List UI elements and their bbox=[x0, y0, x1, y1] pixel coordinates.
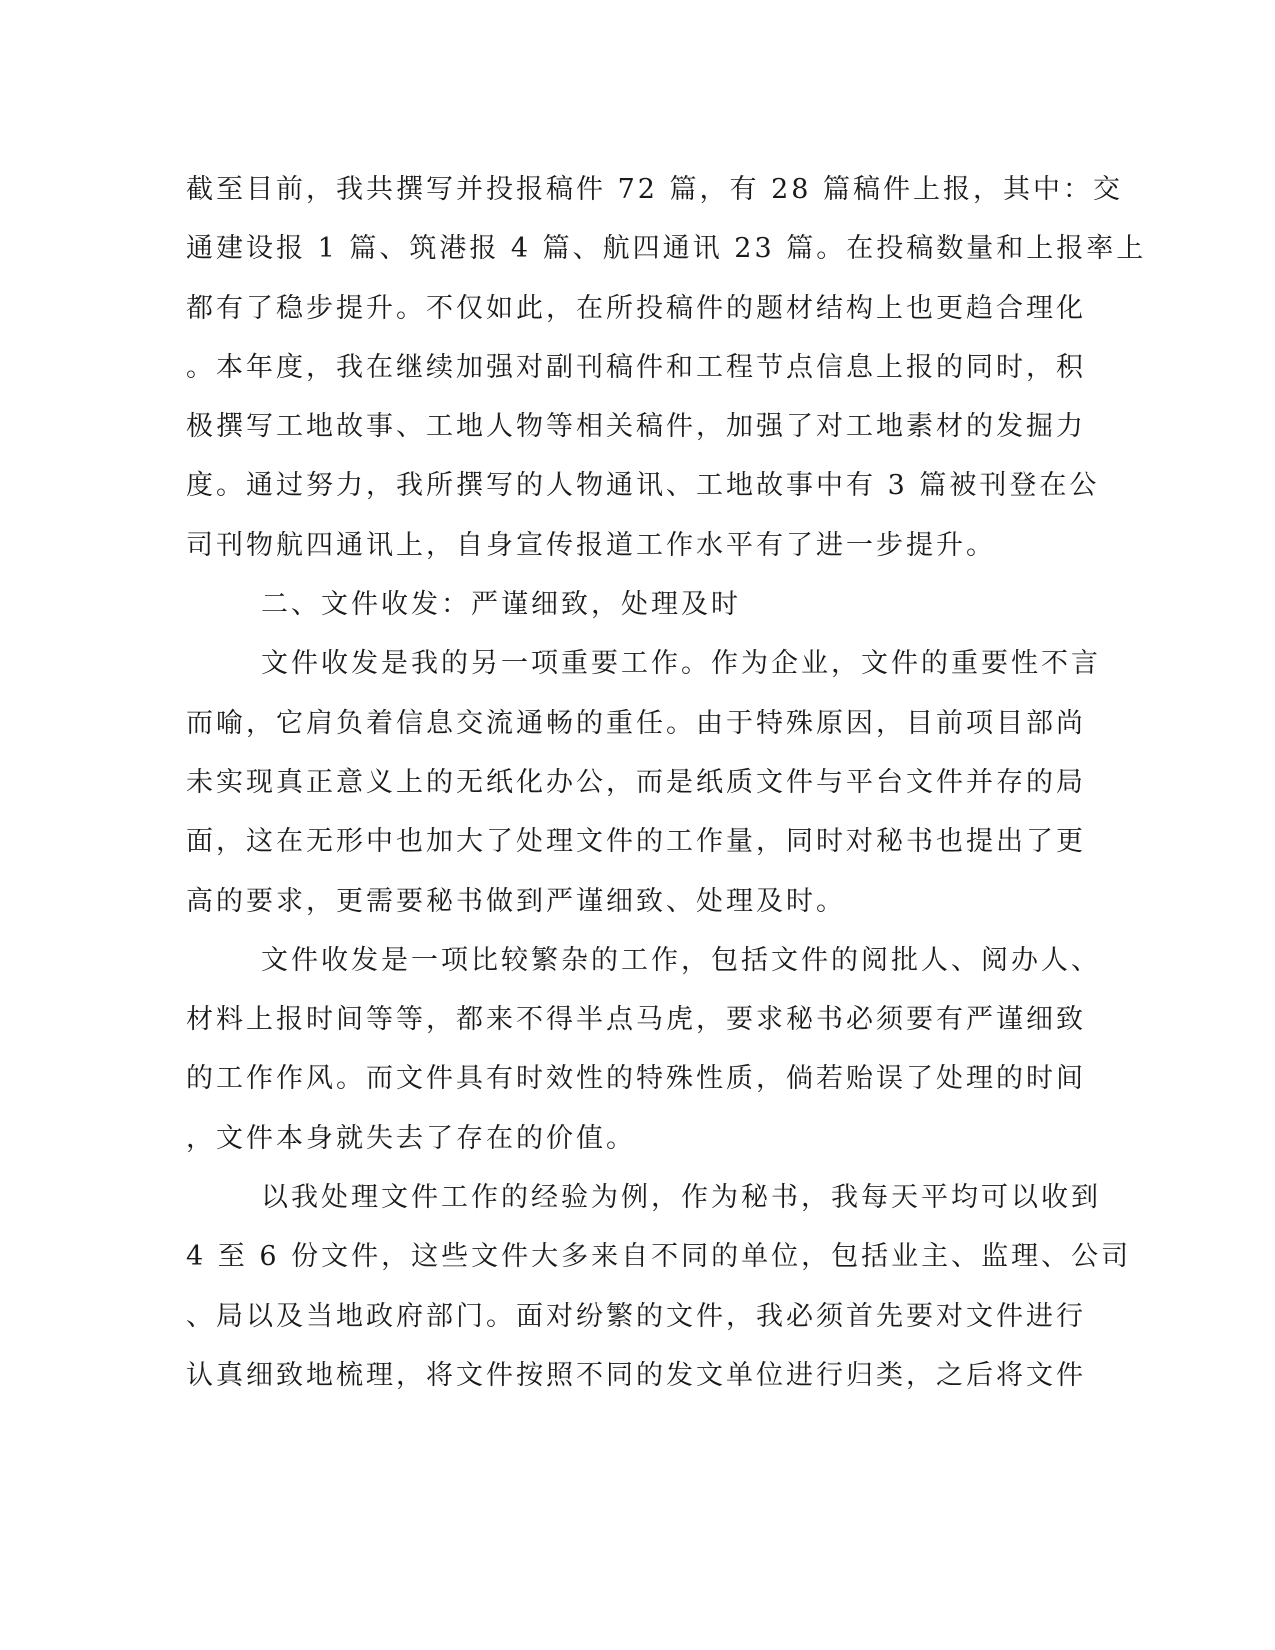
text-line: 截至目前，我共撰写并投报稿件 72 篇，有 28 篇稿件上报，其中：交 bbox=[186, 174, 1124, 205]
text-line: 极撰写工地故事、工地人物等相关稿件，加强了对工地素材的发掘力 bbox=[186, 411, 1086, 443]
text-line: ，文件本身就失去了存在的价值。 bbox=[186, 1122, 636, 1154]
text-line: 以我处理文件工作的经验为例，作为秘书，我每天平均可以收到 bbox=[261, 1182, 1101, 1214]
text-line: 而喻，它肩负着信息交流通畅的重任。由于特殊原因，目前项目部尚 bbox=[186, 707, 1086, 739]
text-line: 4 至 6 份文件，这些文件大多来自不同的单位，包括业主、监理、公司 bbox=[186, 1241, 1132, 1273]
document-body bbox=[186, 160, 1147, 1405]
text-line: 度。通过努力，我所撰写的人物通讯、工地故事中有 3 篇被刊登在公 bbox=[186, 470, 1100, 502]
text-line: 二、文件收发：严谨细致，处理及时 bbox=[261, 589, 741, 621]
text-line: 高的要求，更需要秘书做到严谨细致、处理及时。 bbox=[186, 885, 846, 917]
text-line: 。本年度，我在继续加强对副刊稿件和工程节点信息上报的同时，积 bbox=[186, 351, 1086, 383]
text-line: 文件收发是我的另一项重要工作。作为企业，文件的重要性不言 bbox=[261, 648, 1101, 680]
text-line: 通建设报 1 篇、筑港报 4 篇、航四通讯 23 篇。在投稿数量和上报率上 bbox=[186, 233, 1147, 265]
text-line: 材料上报时间等等，都来不得半点马虎，要求秘书必须要有严谨细致 bbox=[186, 1004, 1086, 1036]
text-line: 都有了稳步提升。不仅如此，在所投稿件的题材结构上也更趋合理化 bbox=[186, 292, 1086, 324]
text-line: 未实现真正意义上的无纸化办公，而是纸质文件与平台文件并存的局 bbox=[186, 766, 1086, 798]
text-line: 文件收发是一项比较繁杂的工作，包括文件的阅批人、阅办人、 bbox=[261, 944, 1101, 976]
text-line: 、局以及当地政府部门。面对纷繁的文件，我必须首先要对文件进行 bbox=[186, 1300, 1086, 1332]
text-line: 认真细致地梳理，将文件按照不同的发文单位进行归类，之后将文件 bbox=[186, 1359, 1086, 1391]
text-line: 面，这在无形中也加大了处理文件的工作量，同时对秘书也提出了更 bbox=[186, 826, 1086, 858]
text-line: 司刊物航四通讯上，自身宣传报道工作水平有了进一步提升。 bbox=[186, 529, 996, 561]
text-line: 的工作作风。而文件具有时效性的特殊性质，倘若贻误了处理的时间 bbox=[186, 1063, 1086, 1095]
